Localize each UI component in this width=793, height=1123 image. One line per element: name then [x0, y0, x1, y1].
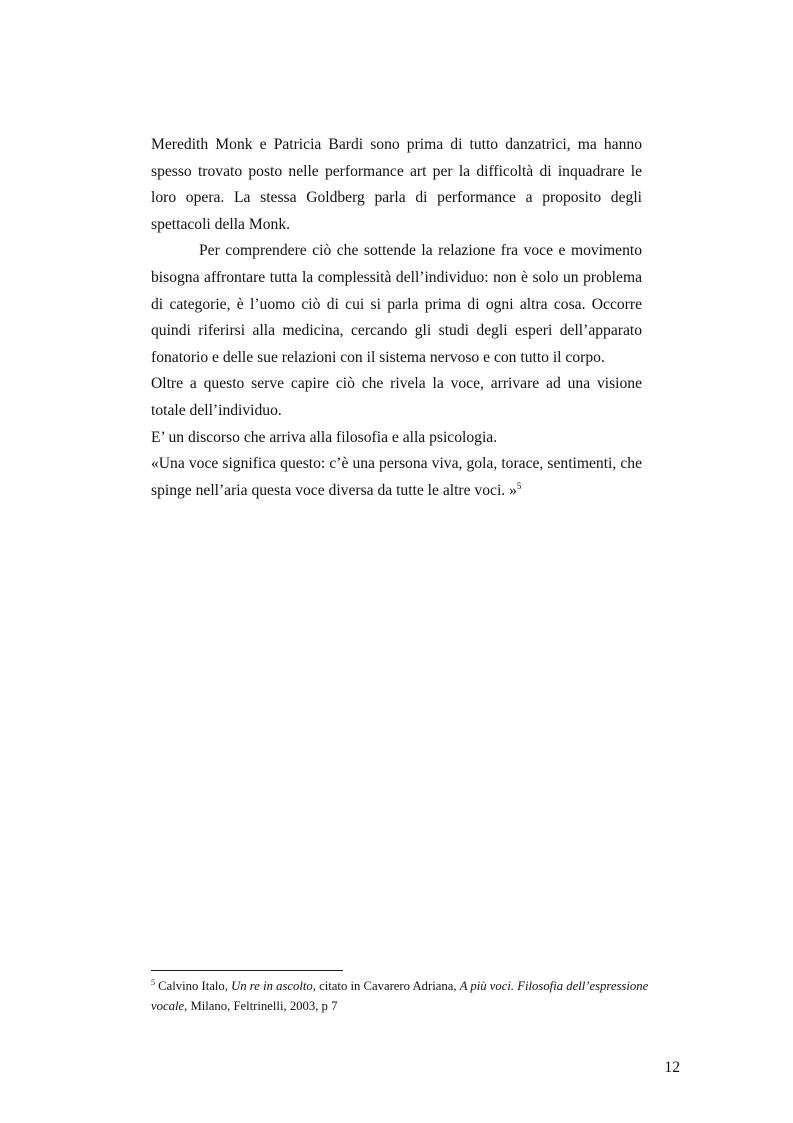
paragraph-rivela-voce: Oltre a questo serve capire ciò che rivela la voce, arrivare ad una visione totale dell’individuo. — [151, 375, 642, 419]
page-number: 12 — [664, 1059, 680, 1076]
footnote-number: 5 — [151, 978, 155, 987]
paragraph-quotation — [151, 451, 642, 504]
footnote-author: Calvino Italo, — [158, 979, 232, 993]
body-text — [151, 132, 642, 504]
footnote — [151, 976, 682, 1016]
footnote-reference[interactable]: 5 — [516, 480, 522, 491]
paragraph-voce-movimento: Per comprendere ciò che sottende la relazione fra voce e movimento bisogna affrontare tutta la complessità dell’individuo: non è solo un problema di categorie, è l’uomo ciò di cui si parla prima di ogni altra cosa. Occorre quindi riferirsi alla medicina, cercando gli studi degli esperi dell’apparato fonatorio e delle sue relazioni con il sistema nervoso e con tutto il corpo. — [151, 242, 642, 366]
footnote-citation-mid: , citato in Cavarero Adriana, — [312, 979, 460, 993]
footnote-publication: , Milano, Feltrinelli, 2003, p 7 — [184, 999, 338, 1013]
paragraph-filosofia: E’ un discorso che arriva alla filosofia e alla psicologia. — [151, 428, 498, 446]
paragraph-performance-art: Meredith Monk e Patricia Bardi sono prima di tutto danzatrici, ma hanno spesso trovato posto nelle performance art per la difficoltà di inquadrare le loro opera. La stessa Goldberg parla di performance a proposito degli spettacoli della Monk. — [151, 136, 642, 233]
footnote-separator — [151, 970, 343, 971]
footnote-work-title: Un re in ascolto — [231, 979, 313, 993]
quotation-text: «Una voce significa questo: c’è una persona viva, gola, torace, sentimenti, che spinge nell’aria questa voce diversa da tutte le altre voci. » — [151, 455, 642, 499]
footnote-book-title: A più voci. Filosofia dell’espressione vocale — [151, 979, 649, 1013]
